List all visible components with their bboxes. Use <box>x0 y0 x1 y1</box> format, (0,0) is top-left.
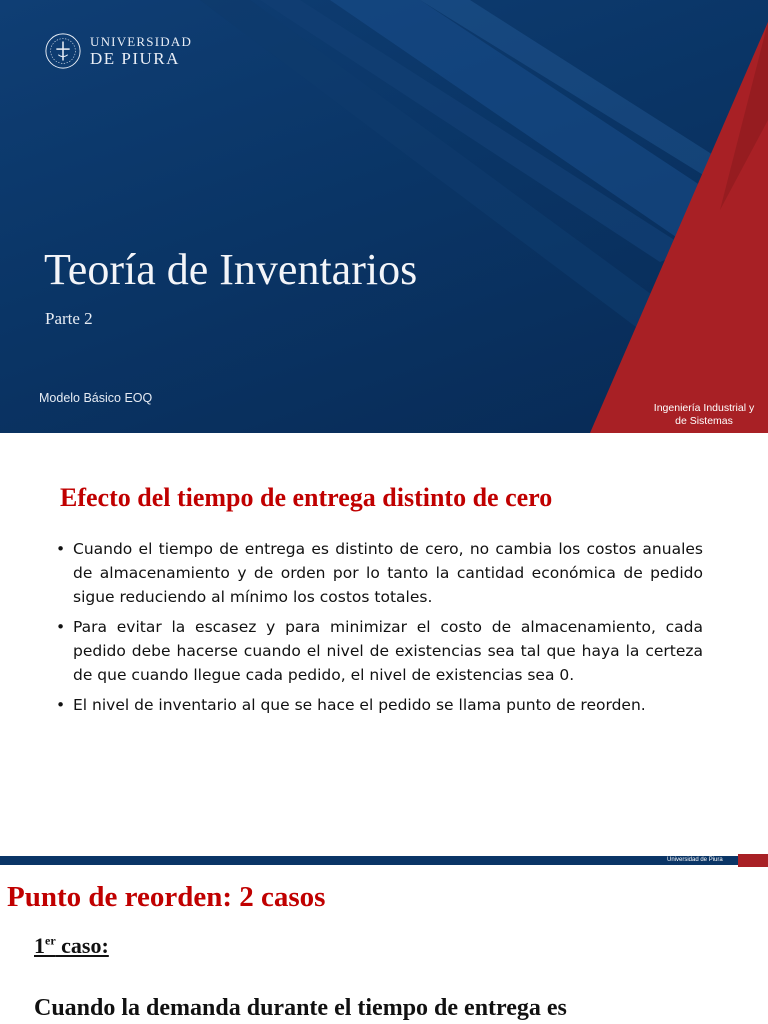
divider-label: Universidad de Piura <box>667 857 723 863</box>
slide-heading: Efecto del tiempo de entrega distinto de cero <box>60 483 553 512</box>
university-seal-icon <box>44 32 82 70</box>
slide-divider <box>0 854 768 867</box>
bullet-item: • El nivel de inventario al que se hace el pedido se llama punto de reorden. <box>56 693 703 717</box>
content-slide <box>0 433 768 855</box>
title-slide <box>0 0 768 433</box>
footer-department-line1: Ingeniería Industrial y <box>653 402 755 414</box>
divider-accent <box>738 854 768 867</box>
case-word: caso: <box>55 933 109 958</box>
bullet-list <box>56 537 703 723</box>
case-description: Cuando la demanda durante el tiempo de entrega es <box>34 995 567 1021</box>
slide-subtitle: Parte 2 <box>45 309 93 328</box>
footer-department-label <box>640 402 768 428</box>
footer-department-line2: de Sistemas <box>675 415 733 427</box>
logo-line2: DE PIURA <box>90 49 180 68</box>
slide-title: Teoría de Inventarios <box>44 245 418 294</box>
university-logo <box>44 32 192 70</box>
logo-line1: UNIVERSIDAD <box>90 34 193 49</box>
divider-band <box>0 856 768 865</box>
slide-heading: Punto de reorden: 2 casos <box>7 881 326 913</box>
bullet-item: • Para evitar la escasez y para minimizar el costo de almacenamiento, cada pedido debe hacerse cuando el nivel de existencias sea tal que haya la certeza de que cuando llegue cada pedido, el nivel de existencias sea 0. <box>56 615 703 687</box>
case-label <box>34 933 109 959</box>
case-number: 1 <box>34 933 45 958</box>
next-slide <box>0 867 768 1024</box>
case-superscript: er <box>45 933 56 948</box>
bullet-item: • Cuando el tiempo de entrega es distinto de cero, no cambia los costos anuales de almacenamiento y de orden por lo tanto la cantidad económica de pedido sigue reduciendo al mínimo los costos totales. <box>56 537 703 609</box>
footer-course-label: Modelo Básico EOQ <box>39 391 153 405</box>
